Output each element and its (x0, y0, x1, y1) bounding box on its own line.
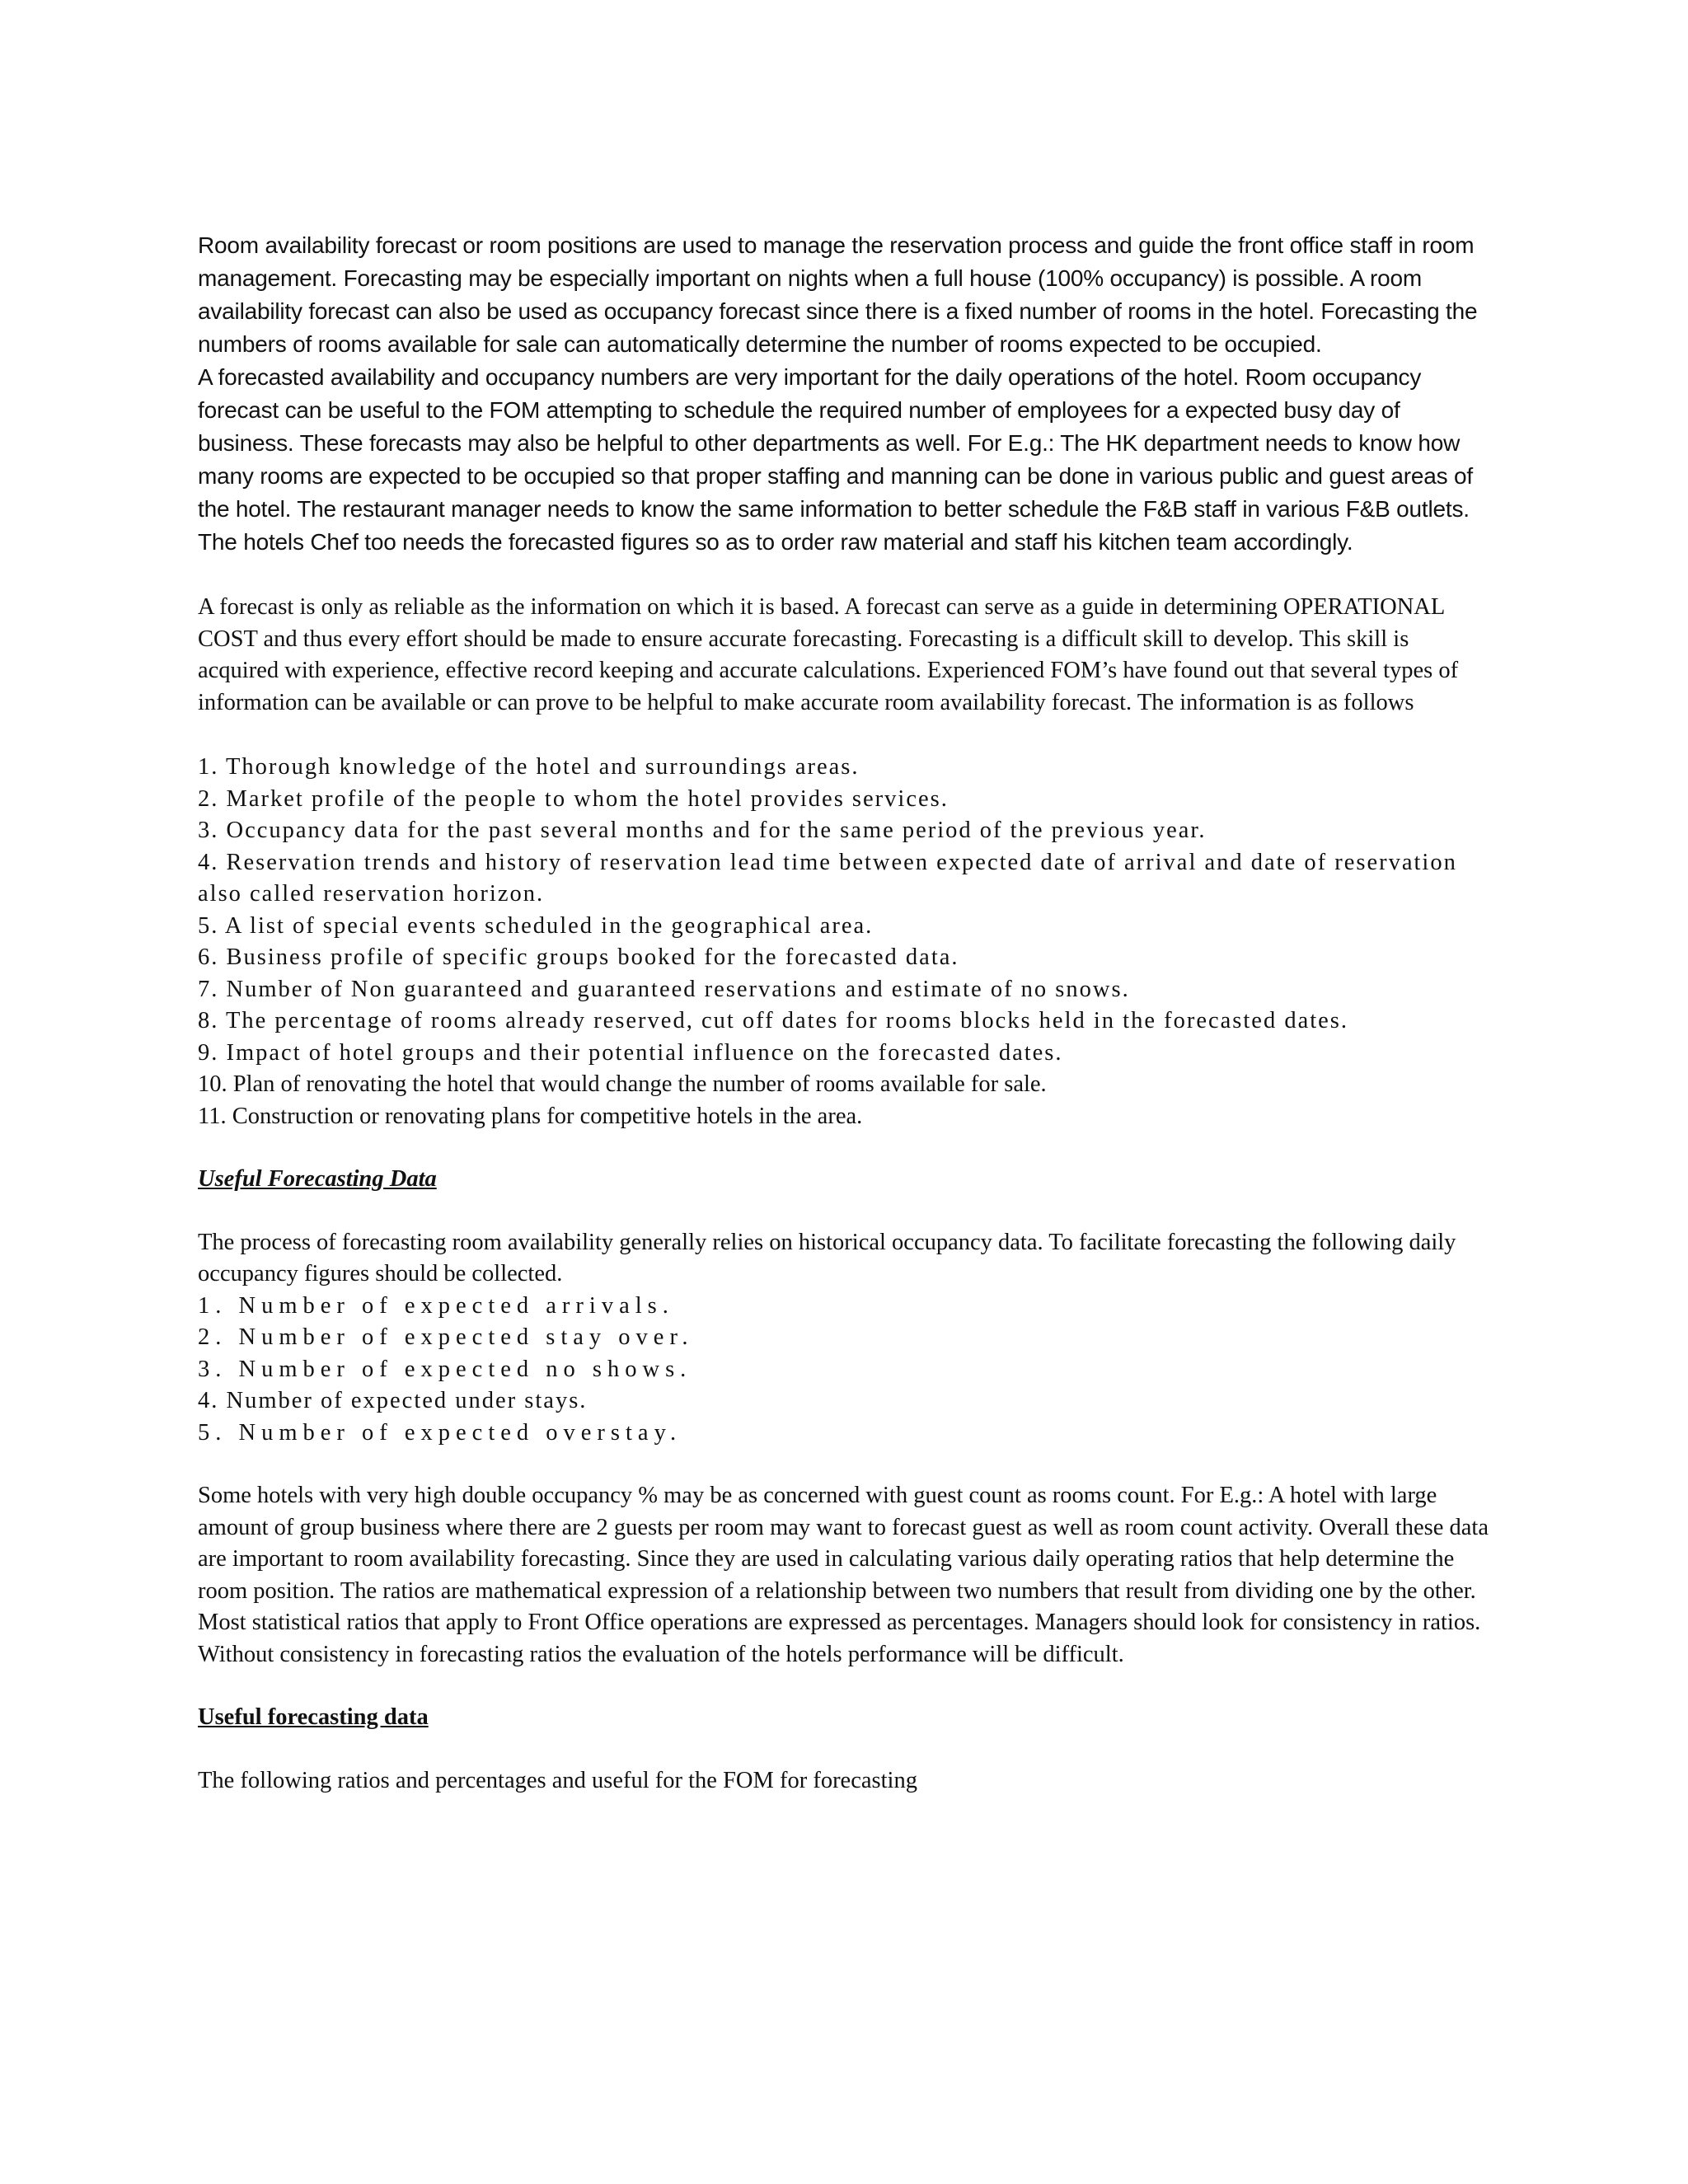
list-item: 8. The percentage of rooms already reserved, cut off dates for rooms blocks held in the forecasted dates. (198, 1008, 1349, 1033)
section-paragraph: The process of forecasting room availability generally relies on historical occupancy data. To facilitate forecasting the following daily occupancy figures should be collected. (198, 1229, 1456, 1286)
list-item: 5. A list of special events scheduled in the geographical area. (198, 912, 874, 939)
list-item: 1. Number of expected arrivals. (198, 1292, 674, 1319)
list-item: 4. Number of expected under stays. (198, 1388, 588, 1413)
information-list (198, 752, 1492, 1132)
list-item: 2. Market profile of the people to whom the hotel provides services. (198, 785, 949, 812)
occupancy-figures-list (198, 1291, 1492, 1450)
reliability-section (198, 592, 1492, 719)
useful-forecasting-section (198, 1164, 1492, 1671)
list-item: 3. Occupancy data for the past several months and for the same period of the previous year. (198, 818, 1207, 843)
list-item: 2. Number of expected stay over. (198, 1324, 694, 1350)
list-item: 6. Business profile of specific groups booked for the forecasted data. (198, 944, 959, 970)
list-item: 3. Number of expected no shows. (198, 1356, 692, 1382)
section-paragraph: Some hotels with very high double occupancy % may be as concerned with guest count as rooms count. For E.g.: A hotel with large amount of group business where there are 2 guests per room may want to forecast guest as well as room count activity. Overall these data are important to room availability forecasting. Since they are used in calculating various daily operating ratios that help determine the room position. The ratios are mathematical expression of a relationship between two numbers that result from dividing one by the other. Most statistical ratios that apply to Front Office operations are expressed as percentages. Managers should look for consistency in ratios. Without consistency in forecasting ratios the evaluation of the hotels performance will be difficult. (198, 1483, 1489, 1667)
intro-section (198, 229, 1492, 559)
ratios-section (198, 1702, 1492, 1797)
list-item: 9. Impact of hotel groups and their potential influence on the forecasted dates. (198, 1039, 1063, 1066)
section-heading: Useful forecasting data (198, 1704, 429, 1730)
reliability-paragraph: A forecast is only as reliable as the information on which it is based. A forecast can serve as a guide in determining OPERATIONAL COST and thus every effort should be made to ensure accurate forecasting. Forecasting is a difficult skill to develop. This skill is acquired with experience, effective record keeping and accurate calculations. Experienced FOM’s have found out that several types of information can be available or can prove to be helpful to make accurate room availability forecast. The information is as follows (198, 594, 1459, 715)
document-page (198, 229, 1492, 1797)
list-item: 11. Construction or renovating plans for competitive hotels in the area. (198, 1103, 863, 1129)
intro-paragraph-1: Room availability forecast or room positions are used to manage the reservation process and guide the front office staff in room management. Forecasting may be especially important on nights when a full house (100% occupancy) is possible. A room availability forecast can also be used as occupancy forecast since there is a fixed number of rooms in the hotel. Forecasting the numbers of rooms available for sale can automatically determine the number of rooms expected to be occupied. (198, 232, 1478, 357)
list-item: 7. Number of Non guaranteed and guaranteed reservations and estimate of no snows. (198, 976, 1130, 1002)
list-item: 5. Number of expected overstay. (198, 1419, 682, 1446)
list-item: 1. Thorough knowledge of the hotel and surroundings areas. (198, 754, 860, 780)
list-item: 10. Plan of renovating the hotel that would change the number of rooms available for sale. (198, 1071, 1047, 1097)
intro-paragraph-2: A forecasted availability and occupancy numbers are very important for the daily operations of the hotel. Room occupancy forecast can be useful to the FOM attempting to schedule the required number of employees for a expected busy day of business. These forecasts may also be helpful to other departments as well. For E.g.: The HK department needs to know how many rooms are expected to be occupied so that proper staffing and manning can be done in various public and guest areas of the hotel. The restaurant manager needs to know the same information to better schedule the F&B staff in various F&B outlets. The hotels Chef too needs the forecasted figures so as to order raw material and staff his kitchen team accordingly. (198, 364, 1473, 555)
list-item: 4. Reservation trends and history of reservation lead time between expected date of arrival and date of reservation also called reservation horizon. (198, 849, 1457, 907)
section-paragraph: The following ratios and percentages and useful for the FOM for forecasting (198, 1767, 917, 1793)
section-heading: Useful Forecasting Data (198, 1166, 437, 1192)
